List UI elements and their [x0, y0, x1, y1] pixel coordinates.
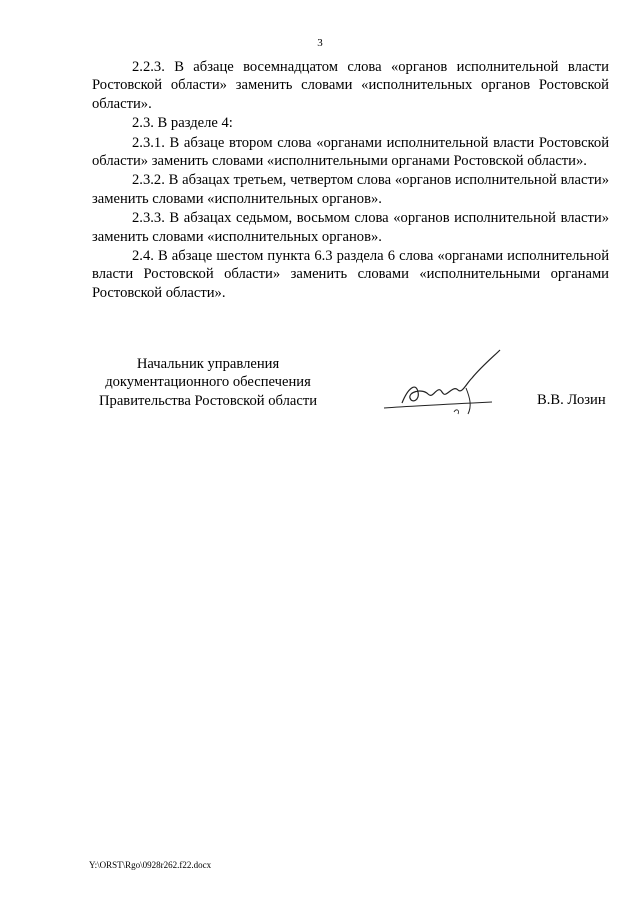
page-number: 3	[317, 37, 323, 49]
paragraph-2-3-3: 2.3.3. В абзацах седьмом, восьмом слова «органов исполнительной власти» заменить словами «исполнительных органов».	[92, 210, 609, 245]
paragraph-2-2-3: 2.2.3. В абзаце восемнадцатом слова «органов исполнительной власти Ростовской области» заменить словами «исполнительных органов Ростовской области».	[92, 59, 609, 112]
file-path-footer: Y:\ORST\Rgo\0928r262.f22.docx	[89, 860, 212, 870]
handwritten-signature	[382, 348, 512, 420]
paragraph-2-3: 2.3. В разделе 4:	[132, 115, 233, 132]
paragraph-2-4: 2.4. В абзаце шестом пункта 6.3 раздела 6 слова «органами исполнительной власти Ростовской области» заменить словами «исполнительными органами Ростовской области».	[92, 248, 609, 301]
document-body	[92, 58, 609, 303]
position-line-3: Правительства Ростовской области	[98, 392, 318, 409]
paragraph-2-3-1: 2.3.1. В абзаце втором слова «органами исполнительной власти Ростовской области» заменить словами «исполнительными органами Ростовской области».	[92, 134, 609, 170]
signer-name: В.В. Лозин	[537, 392, 606, 408]
position-line-1: Начальник управления	[136, 356, 280, 372]
position-line-2: документационного обеспечения	[105, 374, 311, 391]
signatory-position	[88, 355, 328, 410]
paragraph-2-3-2: 2.3.2. В абзацах третьем, четвертом слова «органов исполнительной власти» заменить словами «исполнительных органов».	[92, 172, 609, 207]
